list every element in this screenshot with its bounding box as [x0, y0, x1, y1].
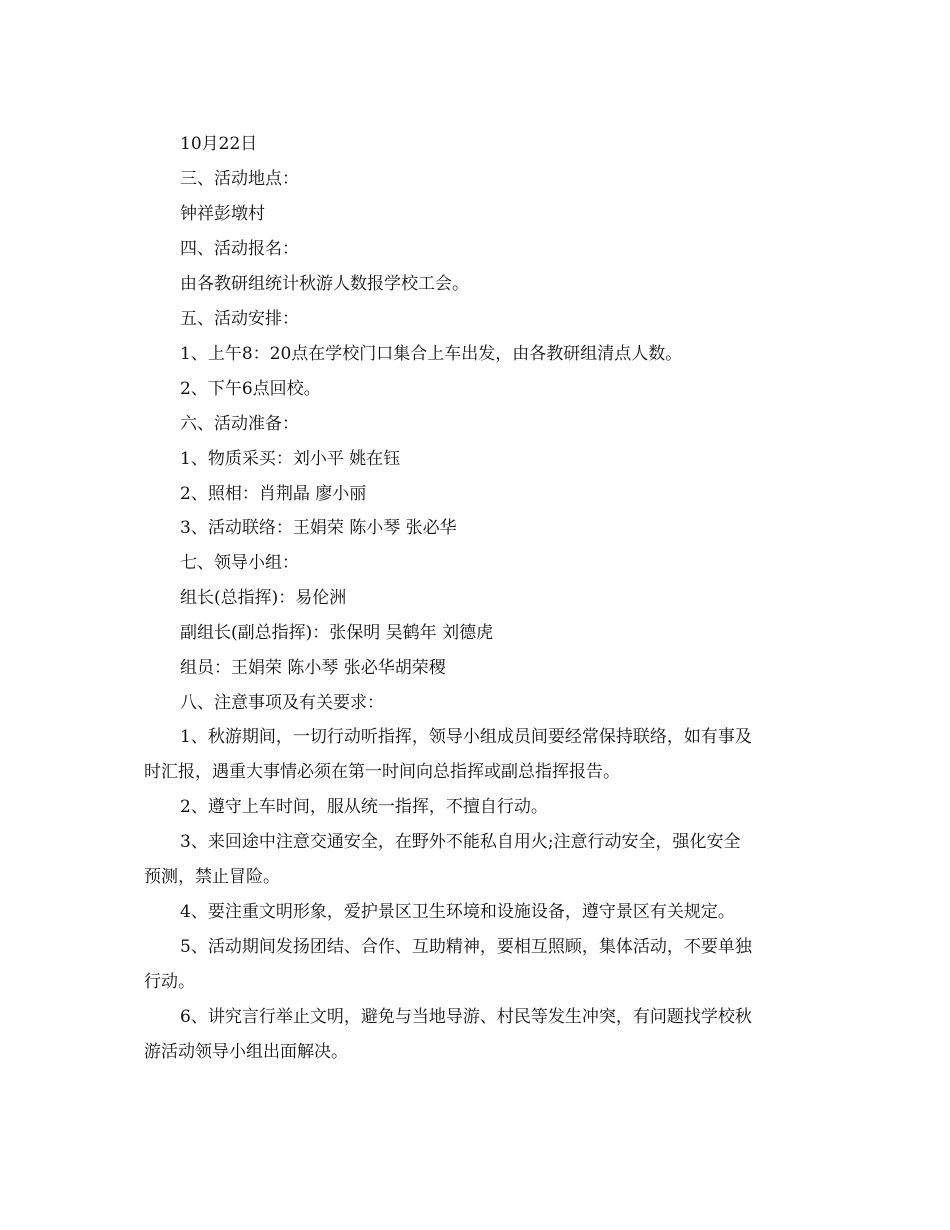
preparation-item-2: 2、照相：肖荆晶 廖小丽	[180, 484, 367, 504]
section-heading-leadership: 七、领导小组：	[180, 553, 299, 573]
section-heading-notes: 八、注意事项及有关要求：	[180, 693, 384, 713]
note-3-line-2: 预测，禁止冒险。	[144, 867, 280, 887]
location-text: 钟祥彭墩村	[180, 204, 265, 224]
section-heading-preparation: 六、活动准备：	[180, 414, 299, 434]
note-5-line-1: 5、活动期间发扬团结、合作、互助精神，要相互照顾，集体活动，不要单独	[180, 937, 752, 957]
schedule-item-2: 2、下午6点回校。	[180, 379, 321, 399]
note-6-line-1: 6、讲究言行举止文明，避免与当地导游、村民等发生冲突，有问题找学校秋	[180, 1007, 752, 1027]
section-heading-registration: 四、活动报名：	[180, 239, 299, 259]
section-heading-schedule: 五、活动安排：	[180, 309, 299, 329]
note-1-line-1: 1、秋游期间，一切行动听指挥，领导小组成员间要经常保持联络，如有事及	[180, 727, 752, 747]
note-6-line-2: 游活动领导小组出面解决。	[144, 1042, 348, 1062]
registration-text: 由各教研组统计秋游人数报学校工会。	[180, 274, 469, 294]
note-1-line-2: 时汇报，遇重大事情必须在第一时间向总指挥或副总指挥报告。	[144, 762, 620, 782]
section-heading-location: 三、活动地点：	[180, 169, 299, 189]
leadership-members: 组员：王娟荣 陈小琴 张必华胡荣稷	[180, 658, 446, 678]
date-line: 10月22日	[180, 134, 258, 154]
note-5-line-2: 行动。	[144, 972, 195, 992]
preparation-item-3: 3、活动联络：王娟荣 陈小琴 张必华	[180, 518, 457, 538]
schedule-item-1: 1、上午8：20点在学校门口集合上车出发，由各教研组清点人数。	[180, 344, 683, 364]
leadership-deputies: 副组长(副总指挥)：张保明 吴鹤年 刘德虎	[180, 623, 494, 643]
note-3-line-1: 3、来回途中注意交通安全，在野外不能私自用火;注意行动安全，强化安全	[180, 832, 741, 852]
leadership-leader: 组长(总指挥)：易伦洲	[180, 588, 347, 608]
note-4: 4、要注重文明形象，爱护景区卫生环境和设施设备，遵守景区有关规定。	[180, 902, 735, 922]
note-2: 2、遵守上车时间，服从统一指挥，不擅自行动。	[180, 797, 548, 817]
preparation-item-1: 1、物质采买：刘小平 姚在钰	[180, 449, 401, 469]
